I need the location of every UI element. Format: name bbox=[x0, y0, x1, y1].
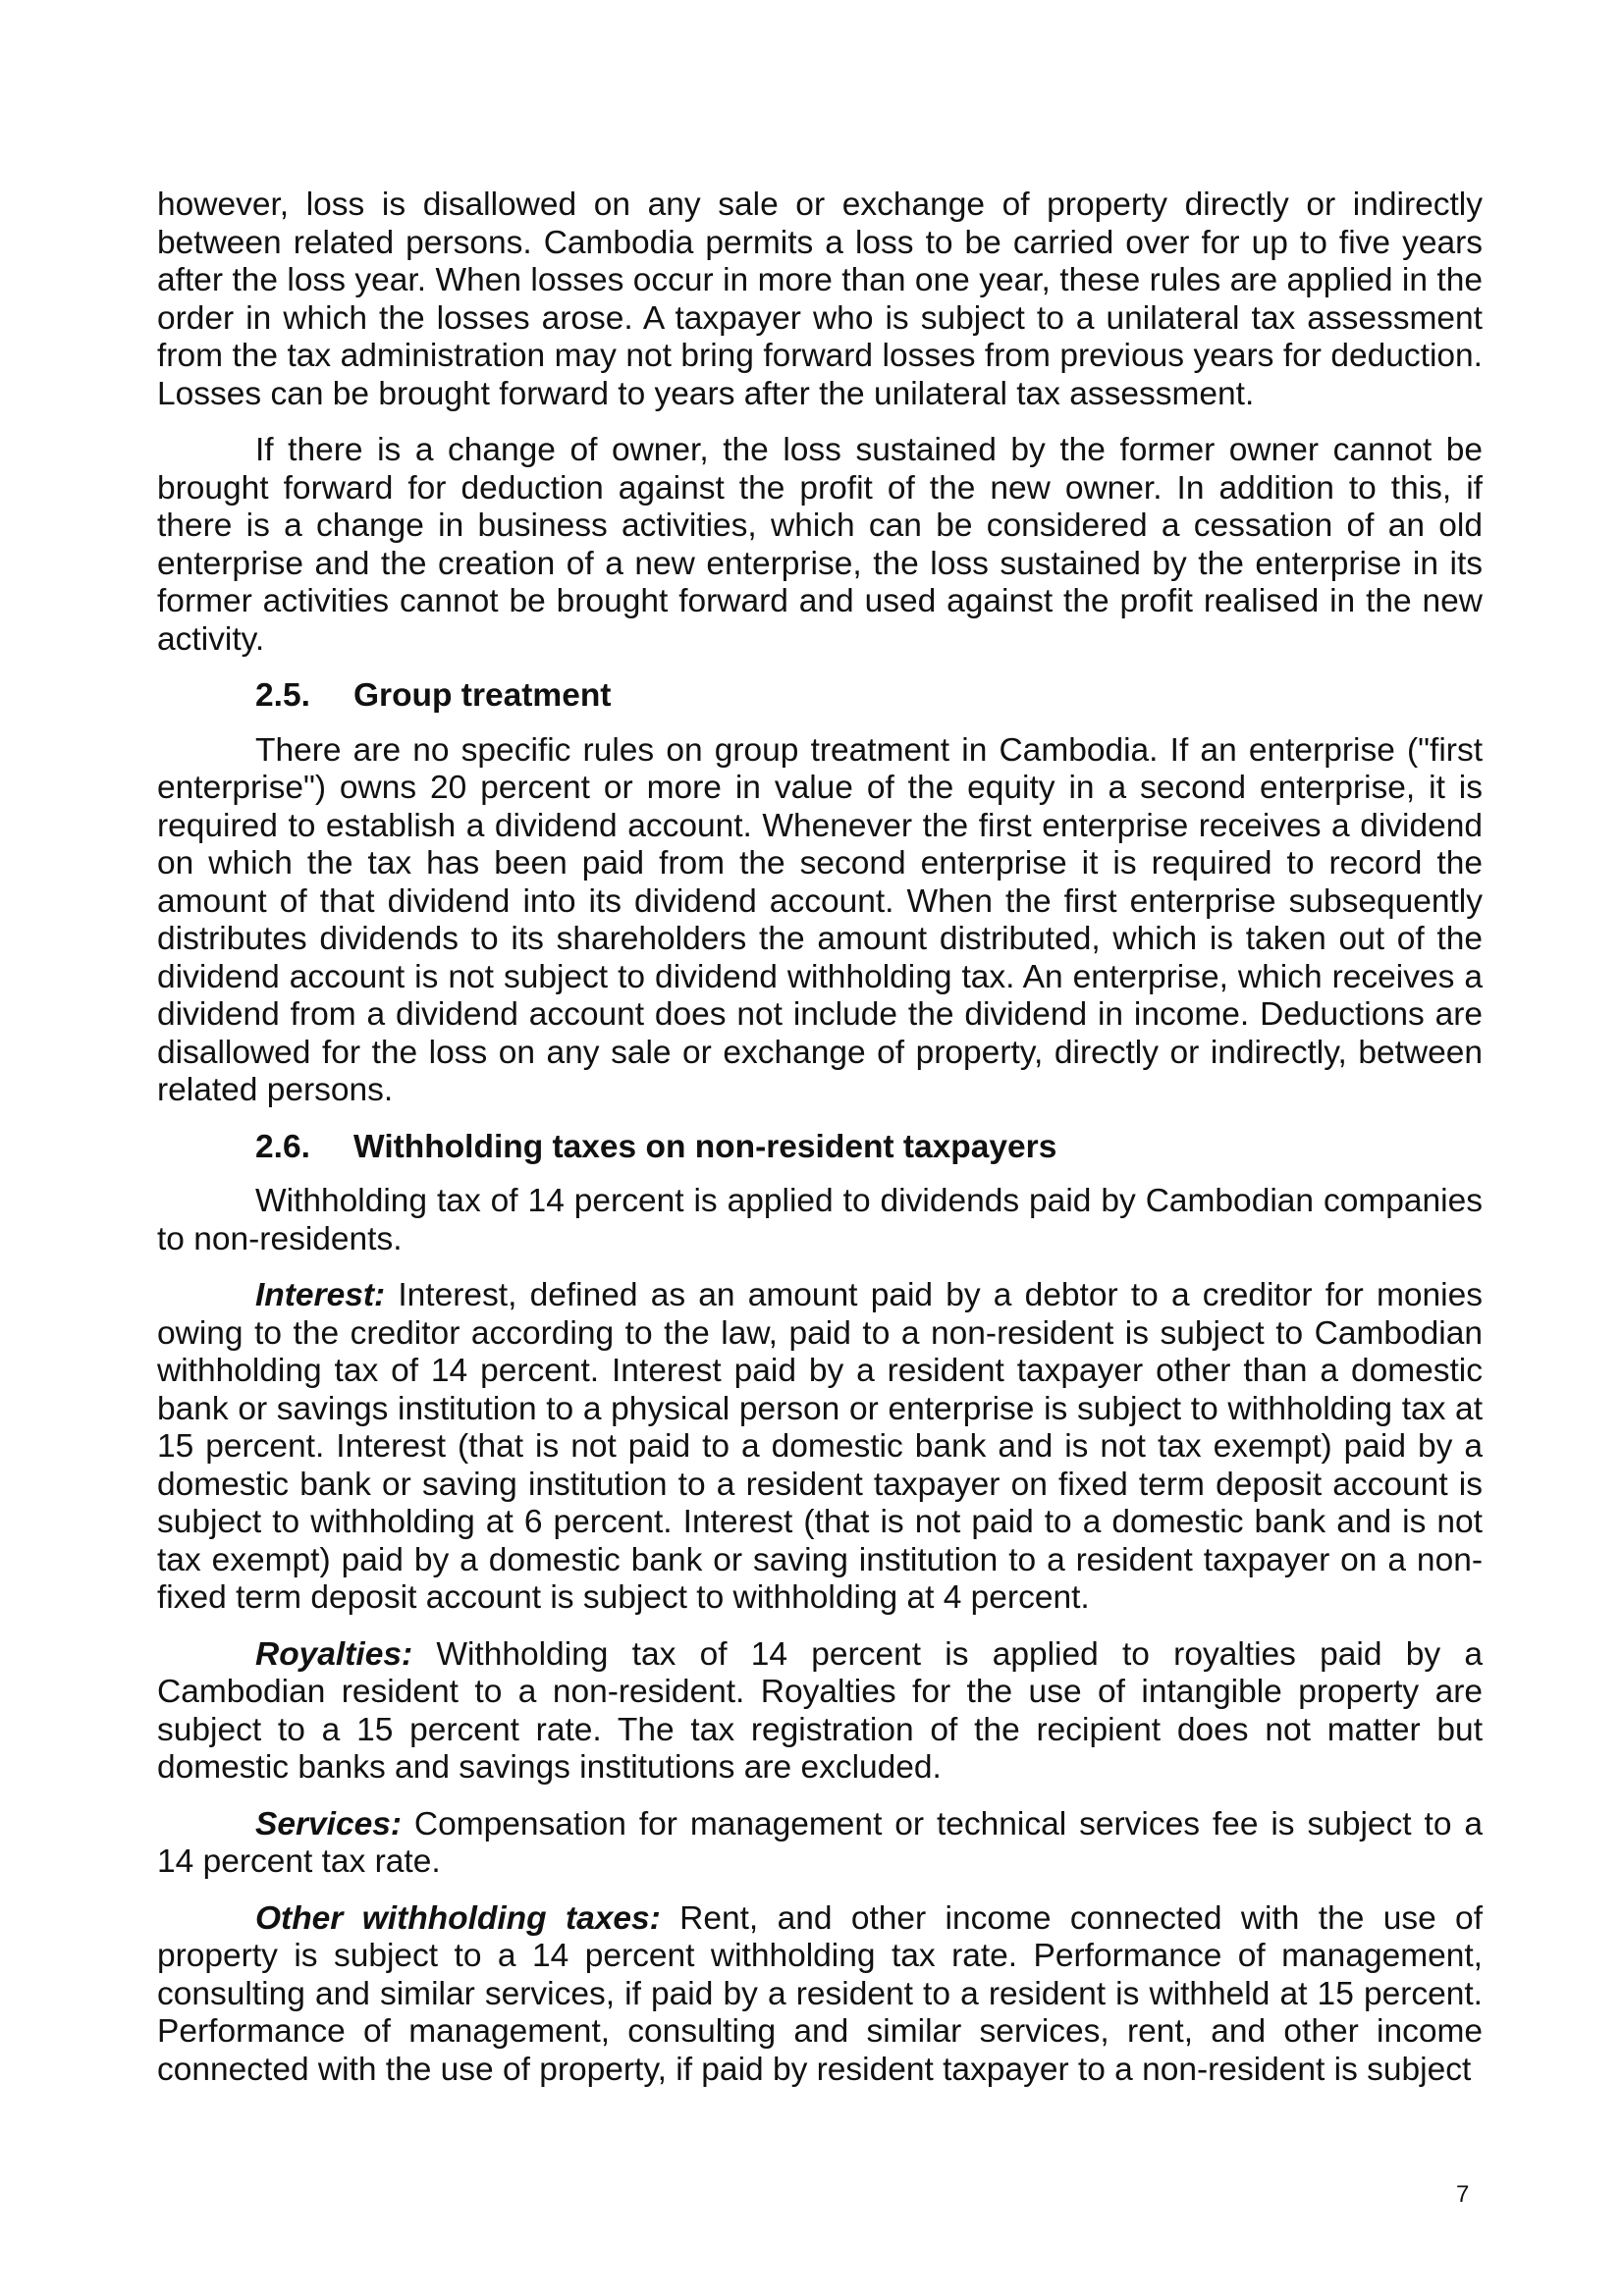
paragraph-lead-services: Services: bbox=[255, 1805, 402, 1842]
section-title: Withholding taxes on non-resident taxpayers bbox=[353, 1128, 1057, 1165]
page-number: 7 bbox=[1456, 2181, 1470, 2208]
section-number: 2.5. bbox=[255, 677, 310, 714]
paragraph-services bbox=[157, 1806, 1483, 1882]
paragraph-loss-carryover: however, loss is disallowed on any sale or exchange of property directly or indirectly between related persons. Cambodia permits a loss to be carried over for up to five years after the loss year. When losses occur in more than one year, these rules are applied in the order in which the losses arose. A taxpayer who is subject to a unilateral tax assessment from the tax administration may not bring forward losses from previous years for deduction. Losses can be brought forward to years after the unilateral tax assessment. bbox=[157, 187, 1483, 412]
paragraph-group-treatment: There are no specific rules on group treatment in Cambodia. If an enterprise ("first enterprise") owns 20 percent or more in value of the equity in a second enterprise, it is required to establish a dividend account. Whenever the first enterprise receives a dividend on which the tax has been paid from the second enterprise it is required to record the amount of that dividend into its dividend account. When the first enterprise subsequently distributes dividends to its shareholders the amount distributed, which is taken out of the dividend account is not subject to dividend withholding tax. An enterprise, which receives a dividend from a dividend account does not include the dividend in income. Deductions are disallowed for the loss on any sale or exchange of property, directly or indirectly, between related persons. bbox=[157, 731, 1483, 1108]
paragraph-body-royalties: Withholding tax of 14 percent is applied to royalties paid by a Cambodian resident to a non-resident. Royalties for the use of intangible property are subject to a 15 percent rate. The tax registration of the recipient does not matter but domestic banks and savings institutions are excluded. bbox=[157, 1635, 1483, 1786]
document-page bbox=[157, 187, 1483, 2108]
section-title: Group treatment bbox=[353, 677, 612, 714]
paragraph-lead-interest: Interest: bbox=[255, 1277, 386, 1313]
paragraph-dividends: Withholding tax of 14 percent is applied to dividends paid by Cambodian companies to non-residents. bbox=[157, 1183, 1483, 1257]
paragraph-interest bbox=[157, 1277, 1483, 1618]
section-heading-withholding-taxes bbox=[157, 1129, 1483, 1167]
paragraph-lead-royalties: Royalties: bbox=[255, 1635, 413, 1673]
paragraph-body-other-withholding: Rent, and other income connected with the use of property is subject to a 14 percent withholding tax rate. Performance of management, consulting and similar services, if paid by a resident to a resident is withheld at 15 percent. Performance of management, consulting and similar services, rent, and other income connected with the use of property, if paid by resident taxpayer to a non-resident is subject bbox=[157, 1899, 1483, 2088]
section-number: 2.6. bbox=[255, 1128, 310, 1165]
section-heading-group-treatment bbox=[157, 677, 1483, 716]
paragraph-change-of-owner: If there is a change of owner, the loss sustained by the former owner cannot be brought forward for deduction against the profit of the new owner. In addition to this, if there is a change in business activities, which can be considered a cessation of an old enterprise and the creation of a new enterprise, the loss sustained by the enterprise in its former activities cannot be brought forward and used against the profit realised in the new activity. bbox=[157, 432, 1483, 658]
paragraph-body-interest: Interest, defined as an amount paid by a debtor to a creditor for monies owing to the creditor according to the law, paid to a non-resident is subject to Cambodian withholding tax of 14 percent. Interest paid by a resident taxpayer other than a domestic bank or savings institution to a physical person or enterprise is subject to withholding tax at 15 percent. Interest (that is not paid to a domestic bank and is not tax exempt) paid by a domestic bank or saving institution to a resident taxpayer on fixed term deposit account is subject to withholding at 6 percent. Interest (that is not paid to a domestic bank and is not tax exempt) paid by a domestic bank or saving institution to a resident taxpayer on a non-fixed term deposit account is subject to withholding at 4 percent. bbox=[157, 1277, 1483, 1616]
paragraph-other-withholding bbox=[157, 1900, 1483, 2090]
paragraph-body-services: Compensation for management or technical services fee is subject to a 14 percent tax rate. bbox=[157, 1805, 1483, 1880]
paragraph-lead-other-withholding: Other withholding taxes: bbox=[255, 1899, 661, 1937]
paragraph-royalties bbox=[157, 1636, 1483, 1788]
